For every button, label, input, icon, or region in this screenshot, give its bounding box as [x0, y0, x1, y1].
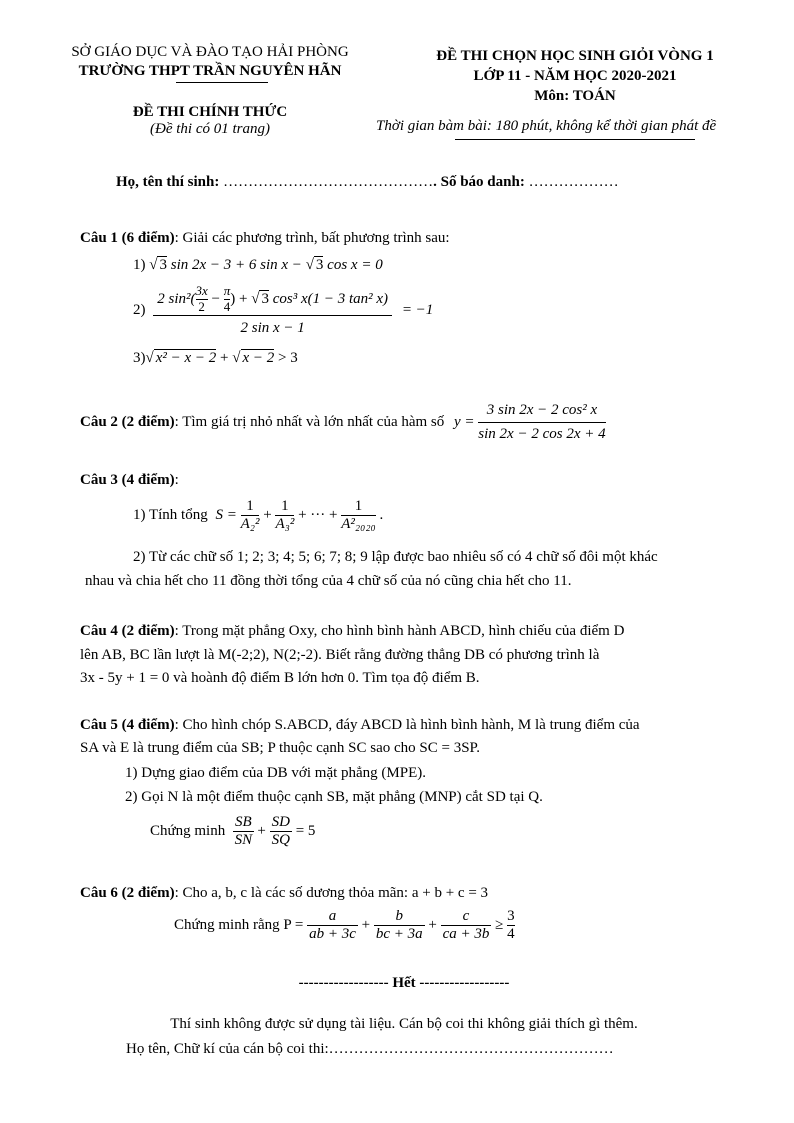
q1-part1 [133, 257, 383, 274]
q3-p1-label: 1) Tính tổng [133, 507, 208, 524]
q1-p2-denominator: 2 sin x − 1 [153, 315, 392, 337]
q2-y: y = [454, 414, 475, 431]
frac-a-top: 3x [195, 283, 208, 298]
q2-denominator: sin 2x − 2 cos 2x + 4 [478, 422, 605, 443]
q1-p2-rhs: = −1 [401, 302, 434, 319]
q3-term3 [341, 498, 376, 534]
proctor-dots: ………………………………………………… [328, 1041, 614, 1057]
q6-f3-bot: ca + 3b [442, 926, 490, 943]
q5-rhs: = 5 [295, 823, 316, 840]
q1-p2-number: 2) [133, 302, 146, 319]
q1-p2-cos-part: cos³ x(1 − 3 tan² x) [268, 290, 389, 307]
q5-frac1 [233, 814, 254, 850]
q6-f1-bot: ab + 3c [309, 926, 356, 943]
q5-proof [150, 814, 315, 850]
q6-frac3 [441, 908, 492, 944]
q3-title: Câu 3 (4 điểm) [80, 472, 175, 488]
q6-f2-bot: bc + 3a [375, 926, 423, 943]
q3-t2-bot: A₃² [275, 516, 295, 533]
subject: Môn: TOÁN [534, 88, 616, 104]
q3-t1-top: 1 [246, 498, 254, 514]
q6-f1-top: a [328, 908, 337, 924]
candidate-name-label: Họ, tên thí sinh: [116, 174, 220, 190]
q5-text1: : Cho hình chóp S.ABCD, đáy ABCD là hình bình hành, M là trung điểm của [174, 717, 640, 733]
q6-proof [174, 908, 515, 944]
q5-line2: SA và E là trung điểm của SB; P thuộc cạnh SC sao cho SC = 3SP. [80, 740, 480, 756]
q5-f2-bot: SQ [271, 832, 290, 849]
school-name: TRƯỜNG THPT TRẦN NGUYÊN HÃN [78, 63, 342, 79]
q4-line3: 3x - 5y + 1 = 0 và hoành độ điểm B lớn hơn 0. Tìm tọa độ điểm B. [80, 670, 480, 686]
time-underline [455, 139, 695, 140]
q1-p2-root3: 3 [261, 290, 269, 307]
q4-line1 [80, 623, 624, 640]
q3-t3-bot: A²₂₀₂₀ [341, 516, 376, 533]
q1-text: : Giải các phương trình, bất phương trình sau: [174, 230, 450, 246]
q6-rhs-frac [507, 908, 515, 944]
exam-title: ĐỀ THI CHỌN HỌC SINH GIỎI VÒNG 1 [436, 48, 714, 64]
q6-frac1 [307, 908, 358, 944]
grade-year: LỚP 11 - NĂM HỌC 2020-2021 [473, 68, 677, 84]
q5-line1 [80, 717, 640, 734]
q6-f2-top: b [395, 908, 404, 924]
q2-numerator: 3 sin 2x − 2 cos² x [486, 402, 598, 418]
q1-p2-fraction [153, 284, 392, 337]
q3-t1-bot: A₂² [240, 516, 260, 533]
frac-b-top: π [223, 283, 231, 298]
q1-p1-number: 1) [133, 257, 146, 273]
q3-p1-s: S = [215, 507, 237, 524]
q6-plus2: + [428, 917, 437, 934]
department-name: SỞ GIÁO DỤC VÀ ĐÀO TẠO HẢI PHÒNG [71, 44, 349, 60]
school-underline [176, 82, 268, 83]
q1-p3-radicand2: x − 2 [242, 350, 275, 366]
q1-p3-rhs: > 3 [274, 350, 298, 366]
q1-p3-number: 3) [133, 350, 146, 366]
q4-text1: : Trong mặt phẳng Oxy, cho hình bình hành ABCD, hình chiếu của điểm D [174, 623, 625, 639]
candidate-id-label: . Số báo danh: [433, 174, 525, 190]
q1-p2-sin-part: 2 sin²( [157, 290, 196, 307]
q3-colon: : [174, 472, 179, 488]
sqrt-symbol-icon: √ [232, 350, 241, 366]
q1-p2-numerator [153, 284, 392, 315]
q3-t2-top: 1 [281, 498, 289, 514]
official-exam-label: ĐỀ THI CHÍNH THỨC [132, 104, 288, 120]
q1-p1-root3: 3 [159, 257, 167, 273]
q5-f2-top: SD [271, 814, 290, 830]
q3-plus: + [263, 507, 272, 524]
q6-line1 [80, 885, 488, 902]
q3-period: . [379, 507, 384, 524]
q3-heading [80, 472, 179, 489]
q1-p1-root3b: 3 [315, 257, 324, 273]
q4-line2: lên AB, BC lần lượt là M(-2;2), N(2;-2). Biết rằng đường thẳng DB có phương trình là [80, 647, 600, 663]
q5-frac2 [270, 814, 292, 850]
q1-heading [80, 230, 450, 247]
q5-f1-bot: SN [234, 832, 253, 849]
q5-plus: + [257, 823, 266, 840]
q5-title: Câu 5 (4 điểm) [80, 717, 175, 733]
q2-title: Câu 2 (2 điểm) [80, 414, 175, 431]
q1-part2 [133, 284, 433, 337]
q1-p2-minus: − [207, 290, 224, 307]
candidate-line [116, 174, 619, 191]
q6-text: : Cho a, b, c là các số dương thỏa mãn: a + b + c = 3 [174, 885, 489, 901]
page-count-note: (Đề thi có 01 trang) [150, 121, 270, 137]
q2-line [80, 402, 606, 444]
q2-text: : Tìm giá trị nhỏ nhất và lớn nhất của hàm số [174, 414, 445, 431]
q3-part2-line1: 2) Từ các chữ số 1; 2; 3; 4; 5; 6; 7; 8; 9 lập được bao nhiêu số có 4 chữ số đôi một khác [133, 549, 658, 565]
sqrt-symbol-icon: √ [305, 257, 314, 273]
q3-t3-top: 1 [354, 498, 363, 514]
q5-item2: 2) Gọi N là một điểm thuộc cạnh SB, mặt phẳng (MNP) cắt SD tại Q. [125, 789, 543, 805]
q6-r-bot: 4 [507, 926, 515, 943]
end-marker: ------------------ Hết ------------------ [298, 975, 510, 991]
q1-p3-radicand1: x² − x − 2 [155, 350, 217, 366]
q1-title: Câu 1 (6 điểm) [80, 230, 175, 246]
q1-p1-expr: sin 2x − 3 + 6 sin x − [170, 257, 306, 273]
sqrt-symbol-icon: √ [149, 257, 158, 273]
sqrt-symbol-icon: √ [251, 290, 260, 307]
proctor-label: Họ tên, Chữ kí của cán bộ coi thi: [126, 1041, 329, 1057]
q3-part2-line2: nhau và chia hết cho 11 đồng thời tổng của 4 chữ số của nó cũng chia hết cho 11. [85, 573, 572, 589]
q1-part3 [133, 350, 298, 367]
q4-title: Câu 4 (2 điểm) [80, 623, 175, 639]
q3-term1 [241, 498, 260, 534]
q6-frac2 [374, 908, 425, 944]
sqrt-symbol-icon: √ [145, 350, 154, 366]
q5-item1: 1) Dựng giao điểm của DB với mặt phẳng (MPE). [125, 765, 427, 781]
proctor-signature-line [126, 1041, 614, 1058]
q1-p3-plus: + [216, 350, 233, 366]
q6-ge: ≥ [495, 917, 504, 934]
q1-p2-frac-a [196, 284, 208, 315]
candidate-name-dots: …………………………………… [223, 174, 434, 190]
q5-prove-label: Chứng minh [150, 823, 226, 840]
q5-f1-top: SB [234, 814, 252, 830]
q1-p2-plus: ) + [230, 290, 252, 307]
q6-plus1: + [361, 917, 371, 934]
frac-b-bot: 4 [223, 298, 231, 314]
frac-a-bot: 2 [196, 299, 208, 315]
q3-part1 [133, 498, 383, 534]
q2-fraction [478, 402, 605, 444]
candidate-id-dots: ……………… [528, 174, 619, 190]
q1-p1-expr-end: cos x = 0 [323, 257, 383, 273]
q3-term2 [275, 498, 294, 534]
footer-note: Thí sinh không được sử dụng tài liệu. Cán bộ coi thi không giải thích gì thêm. [170, 1016, 638, 1032]
q6-prove-label: Chứng minh rằng P = [174, 917, 304, 934]
time-limit: Thời gian bàm bài: 180 phút, không kể thời gian phát đề [376, 118, 717, 134]
q3-dots: + ··· + [298, 507, 338, 524]
q6-r-top: 3 [507, 908, 515, 924]
q6-title: Câu 6 (2 điểm) [80, 885, 175, 901]
q6-f3-top: c [462, 908, 470, 924]
